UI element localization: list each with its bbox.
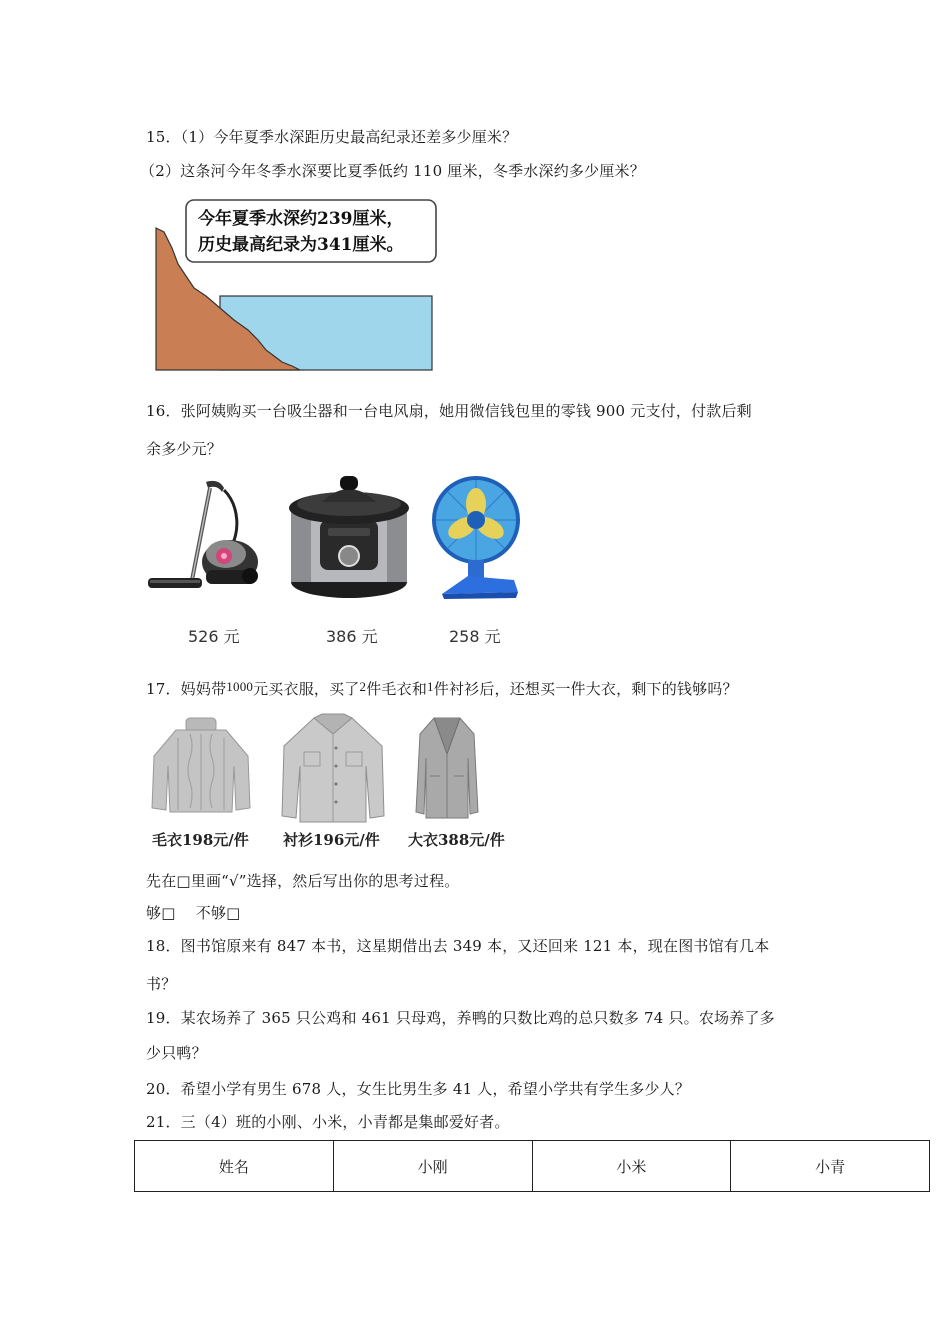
q17-mid1: 元买衣服，买了 xyxy=(253,680,360,698)
q17-line-1 xyxy=(146,679,738,700)
table-header-xiaomi: 小米 xyxy=(532,1141,731,1192)
table-row xyxy=(135,1141,930,1192)
sweater-label: 毛衣198元/件 xyxy=(152,831,249,849)
shirt-label: 衬衫196元/件 xyxy=(283,831,380,849)
q16-line-2: 余多少元？ xyxy=(146,440,223,458)
sweater-icon xyxy=(150,716,252,816)
q19-line-2: 少只鸭？ xyxy=(146,1044,207,1062)
table-header-name: 姓名 xyxy=(135,1141,334,1192)
q19-line-1: 19．某农场养了 365 只公鸡和 461 只母鸡，养鸭的只数比鸡的总只数多 74 只。农场养了多 xyxy=(146,1009,775,1027)
q18-line-1: 18．图书馆原来有 847 本书，这星期借出去 349 本，又还回来 121 本，现在图书馆有几本 xyxy=(146,937,770,955)
coat-label: 大衣388元/件 xyxy=(408,831,505,849)
q20-line-1: 20．希望小学有男生 678 人，女生比男生多 41 人，希望小学共有学生多少人？ xyxy=(146,1080,691,1098)
q17-instruction: 先在□里画“√”选择，然后写出你的思考过程。 xyxy=(146,872,460,890)
q17-options: 够□ 不够□ xyxy=(146,904,241,922)
q17-suffix: 件衬衫后，还想买一件大衣，剩下的钱够吗？ xyxy=(433,680,738,698)
table-header-xiaoqing: 小青 xyxy=(731,1141,930,1192)
price-vacuum: 526 元 xyxy=(188,627,240,646)
table-header-xiaogang: 小刚 xyxy=(333,1141,532,1192)
q15-line-1: 15．（1）今年夏季水深距历史最高纪录还差多少厘米？ xyxy=(146,128,518,146)
shirt-icon xyxy=(280,712,386,824)
q15-line-2: （2）这条河今年冬季水深要比夏季低约 110 厘米，冬季水深约多少厘米？ xyxy=(140,162,645,180)
coat-icon xyxy=(414,714,480,822)
river-depth-figure xyxy=(150,196,440,376)
stamp-collectors-table xyxy=(134,1140,930,1192)
q17-money: 1000 xyxy=(226,679,254,694)
vacuum-cleaner-icon xyxy=(146,476,268,600)
q21-line-1: 21．三（4）班的小刚、小米，小青都是集邮爱好者。 xyxy=(146,1113,510,1131)
bubble-text-2: 历史最高纪录为341厘米。 xyxy=(198,235,404,255)
q17-prefix: 17．妈妈带 xyxy=(146,680,227,698)
q17-count1: 2 xyxy=(359,679,367,694)
q17-count2: 1 xyxy=(427,679,434,694)
price-fan: 258 元 xyxy=(449,627,501,646)
q16-line-1: 16．张阿姨购买一台吸尘器和一台电风扇，她用微信钱包里的零钱 900 元支付，付款后剩 xyxy=(146,402,752,420)
pressure-cooker-icon xyxy=(282,472,416,606)
q17-mid2: 件毛衣和 xyxy=(366,680,428,698)
electric-fan-icon xyxy=(428,476,524,600)
q18-line-2: 书？ xyxy=(146,975,177,993)
price-cooker: 386 元 xyxy=(326,627,378,646)
bubble-text-1: 今年夏季水深约239厘米， xyxy=(198,209,404,229)
